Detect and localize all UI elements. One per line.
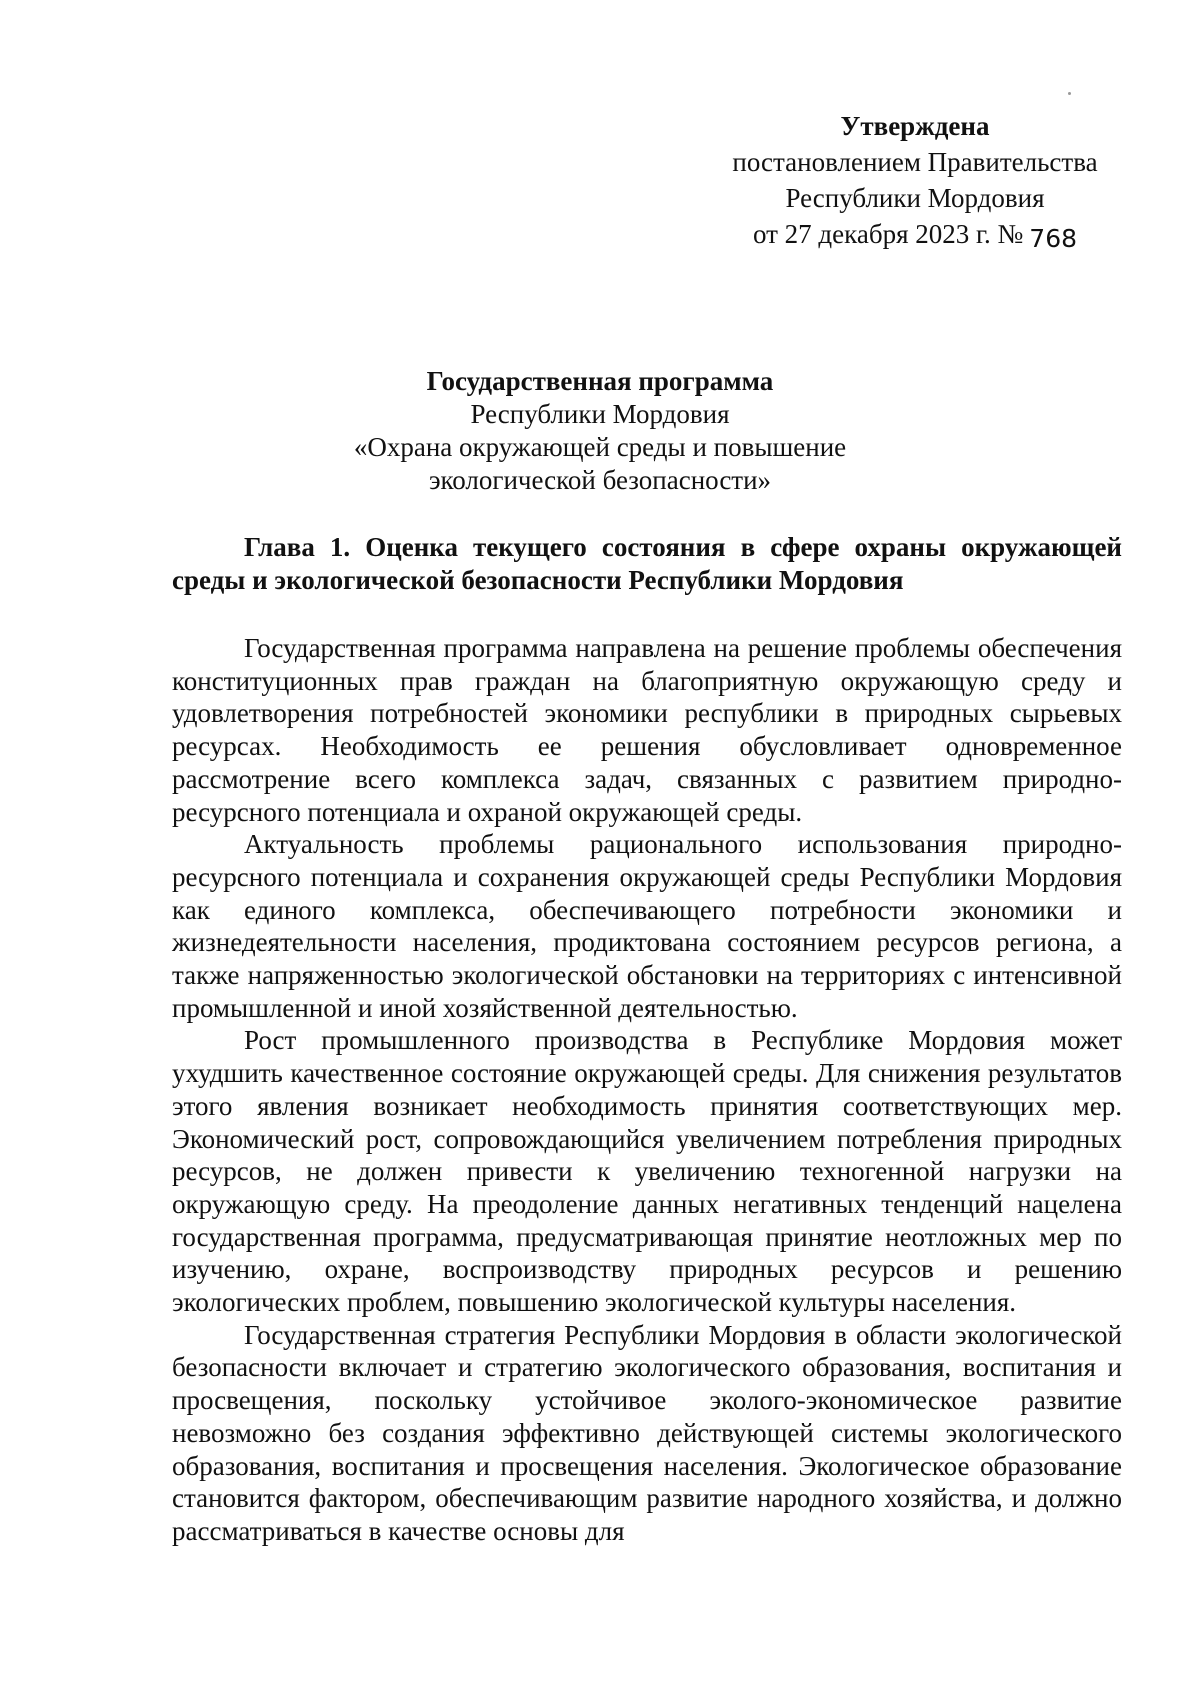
- approval-date: от 27 декабря 2023 г. №: [752, 219, 1024, 249]
- program-title-block: [300, 365, 900, 497]
- body-text: [172, 632, 1122, 1548]
- program-title: Государственная программа: [426, 366, 774, 396]
- program-line-1: Республики Мордовия: [470, 399, 730, 429]
- approval-line-2: Республики Мордовия: [785, 183, 1045, 213]
- paragraph: Рост промышленного производства в Республике Мордовия может ухудшить качественное состояние окружающей среды. Для снижения результатов этого явления возникает необходимость принятия соответствующих мер. Экономический рост, сопровождающийся увеличением потребления природных ресурсов, не должен привести к увеличению техногенной нагрузки на окружающую среду. На преодоление данных негативных тенденций нацелена государственная программа, предусматривающая принятие неотложных мер по изучению, охране, воспроизводству природных ресурсов и решению экологических проблем, повышению экологической культуры населения.: [172, 1025, 1122, 1318]
- chapter-heading: Глава 1. Оценка текущего состояния в сфере охраны окружающей среды и экологической безопасности Республики Мордовия: [172, 532, 1122, 595]
- paragraph: Государственная стратегия Республики Мордовия в области экологической безопасности включает и стратегию экологического образования, воспитания и просвещения, поскольку устойчивое эколого-экономическое развитие невозможно без создания эффективно действующей системы экологического образования, воспитания и просвещения населения. Экологическое образование становится фактором, обеспечивающим развитие народного хозяйства, и должно рассматриваться в качестве основы для: [172, 1319, 1122, 1546]
- approval-line-1: постановлением Правительства: [732, 147, 1098, 177]
- approval-date-line: [700, 216, 1130, 253]
- approval-stamp: [700, 108, 1130, 253]
- program-line-3: экологической безопасности»: [428, 465, 772, 495]
- approval-title: Утверждена: [840, 111, 990, 141]
- paragraph: Актуальность проблемы рационального использования природно-ресурсного потенциала и сохранения окружающей среды Республики Мордовия как единого комплекса, обеспечивающего потребности экономики и жизнедеятельности населения, продиктована состоянием ресурсов региона, а также напряженностью экологической обстановки на территориях с интенсивной промышленной и иной хозяйственной деятельностью.: [172, 829, 1122, 1023]
- program-line-2: «Охрана окружающей среды и повышение: [353, 432, 847, 462]
- paragraph: Государственная программа направлена на решение проблемы обеспечения конституционных прав граждан на благоприятную окружающую среду и удовлетворения потребностей экономики республики в природных сырьевых ресурсах. Необходимость ее решения обусловливает одновременное рассмотрение всего комплекса задач, связанных с развитием природно-ресурсного потенциала и охраной окружающей среды.: [172, 633, 1122, 827]
- approval-number: 768: [1029, 224, 1078, 253]
- scan-artifact: [1068, 92, 1071, 95]
